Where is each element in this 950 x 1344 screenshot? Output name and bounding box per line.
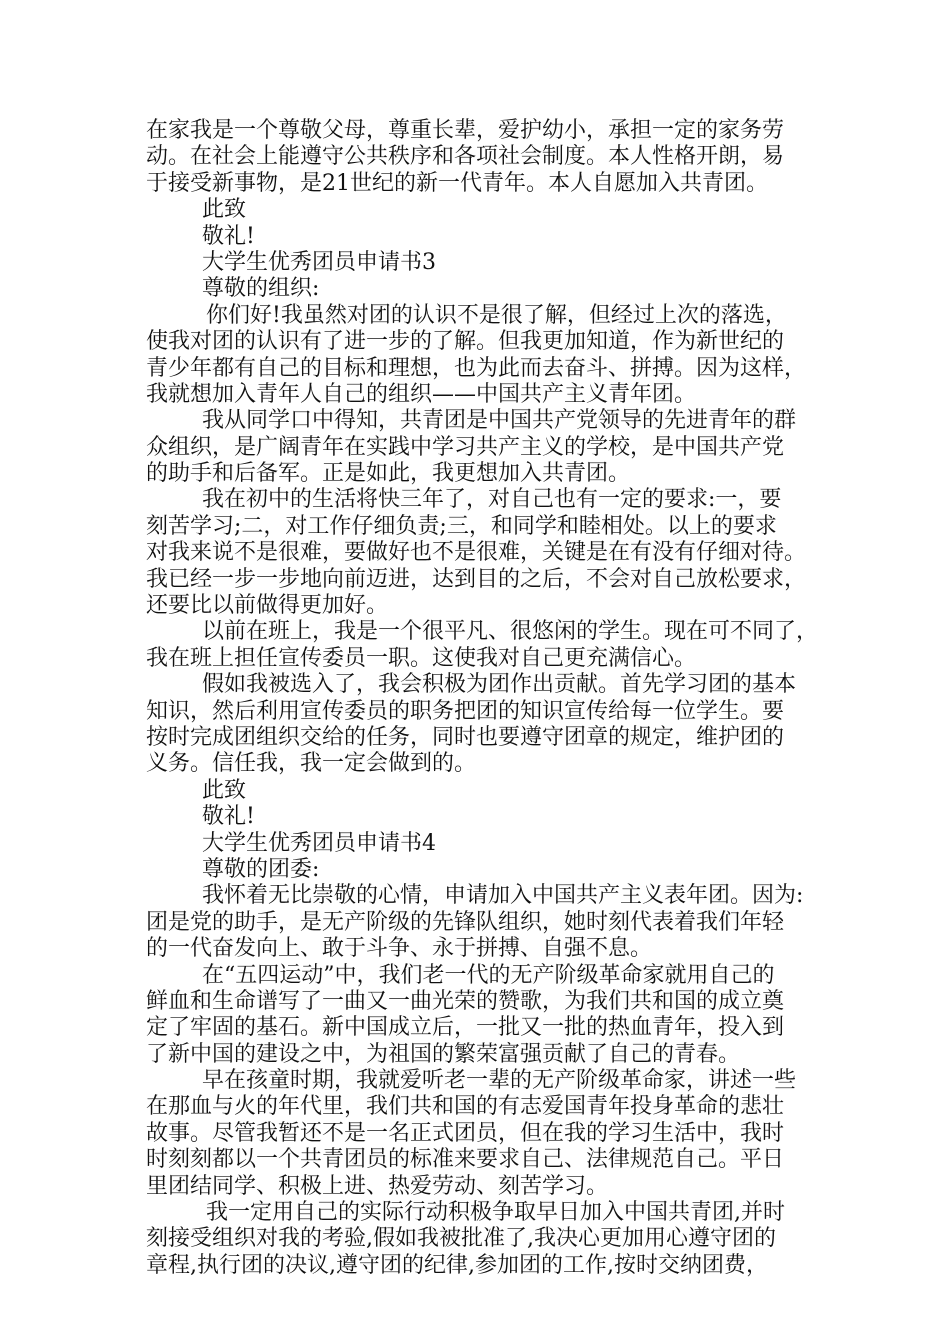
text-line: 使我对团的认识有了进一步的了解。但我更加知道，作为新世纪的 [146,329,785,355]
text-line: 还要比以前做得更加好。 [146,593,389,619]
text-line: 此致 [202,777,247,803]
text-line: 我已经一步一步地向前迈进，达到目的之后，不会对自己放松要求， [146,566,807,592]
text-line: 团是党的助手，是无产阶级的先锋队组织，她时刻代表着我们年轻 [146,909,785,935]
text-line: 假如我被选入了，我会积极为团作出贡献。首先学习团的基本 [202,672,797,698]
text-line: 知识，然后利用宣传委员的职务把团的知识宣传给每一位学生。要 [146,698,785,724]
text-line: 故事。尽管我暂还不是一名正式团员，但在我的学习生活中，我时 [146,1120,785,1146]
text-line: 里团结同学、积极上进、热爱劳动、刻苦学习。 [146,1173,609,1199]
text-line: 时刻刻都以一个共青团员的标准来要求自己、法律规范自己。平日 [146,1147,785,1173]
text-line: 我在初中的生活将快三年了，对自己也有一定的要求:一，要 [202,487,782,513]
text-line: 我怀着无比崇敬的心情，申请加入中国共产主义表年团。因为: [202,883,804,909]
text-line: 刻苦学习;二，对工作仔细负责;三，和同学和睦相处。以上的要求 [146,513,777,539]
text-line: 对我来说不是很难，要做好也不是很难，关键是在有没有仔细对待。 [146,540,807,566]
text-line: 定了牢固的基石。新中国成立后，一批又一批的热血青年，投入到 [146,1015,785,1041]
text-line: 敬礼! [202,804,255,830]
document-body [146,118,818,1279]
text-line: 敬礼! [202,223,255,249]
text-line: 在那血与火的年代里，我们共和国的有志爱国青年投身革命的悲壮 [146,1094,785,1120]
text-line: 此致 [202,197,247,223]
text-line: 刻接受组织对我的考验,假如我被批准了,我决心更加用心遵守团的 [146,1226,776,1252]
text-line: 你们好!我虽然对团的认识不是很了解，但经过上次的落选， [206,302,787,328]
text-line: 青少年都有自己的目标和理想，也为此而去奋斗、拼搏。因为这样， [146,355,807,381]
text-line: 于接受新事物，是21世纪的新一代青年。本人自愿加入共青团。 [146,170,768,196]
text-line: 在家我是一个尊敬父母，尊重长辈，爱护幼小，承担一定的家务劳 [146,118,785,143]
text-line: 的一代奋发向上、敢于斗争、永于拼搏、自强不息。 [146,936,653,962]
text-line: 大学生优秀团员申请书4 [202,830,436,856]
text-line: 我一定用自己的实际行动积极争取早日加入中国共青团,并时 [206,1200,785,1226]
text-line: 尊敬的组织: [202,276,320,302]
text-line: 尊敬的团委: [202,856,320,882]
text-line: 众组织，是广阔青年在实践中学习共产主义的学校，是中国共产党 [146,434,785,460]
text-line: 我从同学口中得知，共青团是中国共产党领导的先进青年的群 [202,408,797,434]
text-line: 在“五四运动”中，我们老一代的无产阶级革命家就用自己的 [202,962,775,988]
text-line: 大学生优秀团员申请书3 [202,249,436,275]
text-line: 章程,执行团的决议,遵守团的纪律,参加团的工作,按时交纳团费， [146,1252,768,1278]
text-line: 我就想加入青年人自己的组织——中国共产主义青年团。 [146,381,697,407]
text-line: 我在班上担任宣传委员一职。这使我对自己更充满信心。 [146,645,697,671]
text-line: 的助手和后备军。正是如此，我更想加入共青团。 [146,461,631,487]
text-line: 早在孩童时期，我就爱听老一辈的无产阶级革命家，讲述一些 [202,1068,797,1094]
text-line: 义务。信任我，我一定会做到的。 [146,751,477,777]
text-line: 了新中国的建设之中，为祖国的繁荣富强贡献了自己的青春。 [146,1041,741,1067]
text-line: 以前在班上，我是一个很平凡、很悠闲的学生。现在可不同了， [202,619,819,645]
text-line: 按时完成团组织交给的任务，同时也要遵守团章的规定，维护团的 [146,724,785,750]
text-line: 鲜血和生命谱写了一曲又一曲光荣的赞歌，为我们共和国的成立奠 [146,988,785,1014]
text-line: 动。在社会上能遵守公共秩序和各项社会制度。本人性格开朗，易 [146,144,785,170]
